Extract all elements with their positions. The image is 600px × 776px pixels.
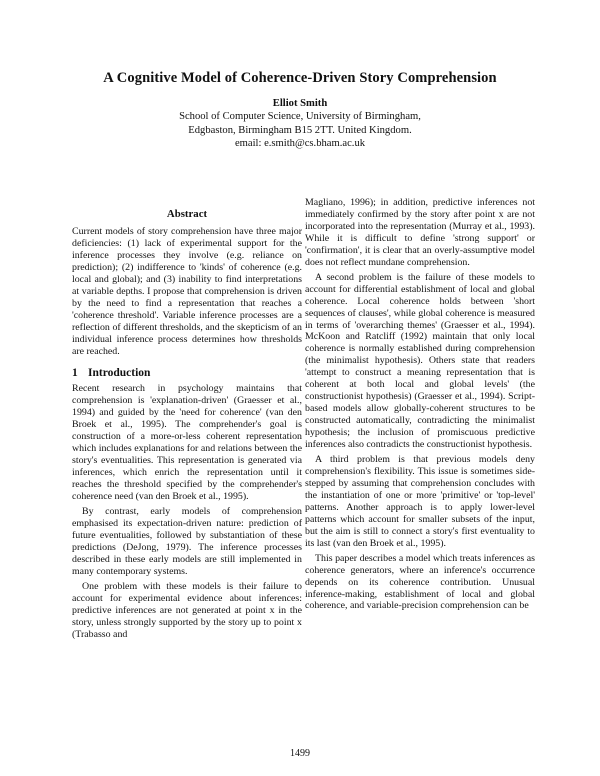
- abstract-text: Current models of story comprehension have three major deficiencies: (1) lack of experimental support for the inference processes they involve (e.g. reliance on prediction); (2) indifference to 'kinds' of coherence (e.g. local and global); and (3) inability to find interpretations at variable depths. I propose that comprehension is driven by the need to find a representation that reaches a 'coherence threshold'. Variable inference processes are a reflection of different thresholds, and the skepticism of an individual inference process determines how thresholds are reached.: [72, 226, 302, 357]
- left-column: [72, 208, 302, 641]
- paper-title: A Cognitive Model of Coherence-Driven Story Comprehension: [103, 70, 497, 86]
- author-block: [0, 97, 600, 151]
- section-heading-introduction: [72, 367, 302, 379]
- right-paragraph-4: This paper describes a model which treats inferences as coherence generators, where an inference's occurrence depends on its coherence contribution. Unusual inference-making, establishment of local and global coherence, and variable-precision comprehension can be: [305, 552, 535, 612]
- intro-paragraph-1: Recent research in psychology maintains that comprehension is 'explanation-driven' (Graesser et al., 1994) and guided by the 'need for coherence' (van den Broek et al., 1995). The comprehender's goal is construction of a more-or-less coherent representation which includes explanations for and relations between the story's eventualities. This representation is generated via inferences, which enrich the representation until it reaches the threshold specified by the comprehender's coherence need (van den Broek et al., 1995).: [72, 383, 302, 503]
- right-paragraph-1: Magliano, 1996); in addition, predictive inferences not immediately confirmed by the story after point x are not incorporated into the representation (Murray et al., 1993). While it is difficult to define 'strong support' or 'confirmation', it is clear that an overly-assumptive model does not reflect mundane comprehension.: [305, 197, 535, 268]
- right-paragraph-3: A third problem is that previous models deny comprehension's flexibility. This issue is sometimes side-stepped by assuming that comprehension concludes with the instantiation of one or more 'primitive' or 'top-level' patterns. Another approach is to apply lower-level patterns which account for smaller subsets of the input, but the aim is still to connect a story's first eventuality to its last (van den Broek et al., 1995).: [305, 454, 535, 549]
- author-email: email: e.smith@cs.bham.ac.uk: [234, 138, 366, 150]
- intro-paragraph-3: One problem with these models is their failure to account for experimental evidence about inferences: predictive inferences are not generated at point x in the story, unless strongly supported by the story up to point x (Trabasso and: [72, 580, 302, 640]
- author-affiliation-2: Edgbaston, Birmingham B15 2TT. United Kingdom.: [188, 124, 412, 136]
- section-title: Introduction: [88, 367, 151, 380]
- abstract-section: [72, 208, 302, 357]
- section-number: 1: [72, 367, 78, 380]
- author-name: Elliot Smith: [272, 98, 328, 109]
- abstract-heading: Abstract: [166, 208, 208, 220]
- intro-paragraph-2: By contrast, early models of comprehension emphasised its expectation-driven nature: prediction of future eventualities, followed by substantiation of these predictions (DeJong, 1979). The inference processes described in these early models are still implemented in many contemporary systems.: [72, 506, 302, 577]
- right-column: [305, 197, 535, 612]
- author-affiliation-1: School of Computer Science, University of Birmingham,: [179, 111, 421, 123]
- page-number: 1499: [290, 748, 310, 759]
- right-paragraph-2: A second problem is the failure of these models to account for differential establishment of local and global coherence. Local coherence holds between 'short sequences of clauses', while global coherence is measured in terms of 'overarching themes' (Graesser et al., 1994). McKoon and Ratcliff (1992) maintain that only local coherence is normally established during comprehension (the minimalist hypothesis). Others state that readers 'attempt to construct a meaning representation that is coherent at both local and global levels' (the constructionist hypothesis) (Graesser et al., 1994). Script-based models allow globally-coherent structures to be constructed automatically, contradicting the minimalist hypothesis; the inclusion of promiscuous predictive inferences also contradicts the constructionist hypothesis.: [305, 271, 535, 451]
